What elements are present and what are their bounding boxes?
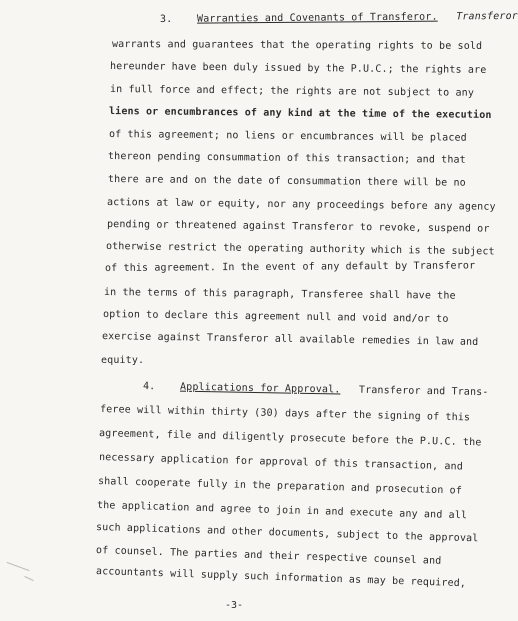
section-3-line: hereunder have been duly issued by the P.U.C.; the rights are [109, 61, 487, 76]
section-3-heading-line [160, 11, 518, 26]
section-4-line: feree will within thirty (30) days after the signing of this [99, 404, 471, 424]
section-3-line: option to declare this agreement null and void and/or to [102, 309, 449, 325]
section-3-line: thereon pending consummation of this transaction; and that [107, 151, 466, 166]
section-3-line: there are and on the date of consummation there will be no [107, 174, 466, 189]
section-4-line: agreement, file and diligently prosecute before the P.U.C. the [98, 428, 482, 449]
section-4-line: of counsel. The parties and their respective counsel and [95, 545, 442, 567]
section-4-heading-tail: Transferor and Trans- [358, 384, 489, 399]
section-3-number: 3. [159, 13, 173, 25]
section-3-line: of this agreement; no liens or encumbrances will be placed [108, 129, 467, 144]
section-3-line: exercise against Transferor all available remedies in law and [101, 331, 479, 348]
section-4-line: accountants will supply such information as may be required, [95, 566, 467, 590]
section-4-number: 4. [142, 381, 156, 393]
section-3-line: of this agreement. In the event of any default by Transferor [104, 260, 476, 274]
section-4-line: such applications and other documents, subject to the approval [95, 522, 479, 545]
section-3-line: warrants and guarantees that the operating rights to be sold [111, 39, 483, 52]
section-3-heading-tail: Transferor [456, 10, 518, 23]
scan-mark [24, 576, 33, 581]
section-4-line: the application and agree to join in and execute any and all [96, 500, 468, 522]
section-3-line: liens or encumbrances of any kind at the time of the execution [108, 106, 492, 122]
section-3-line: equity. [101, 355, 145, 366]
page-number: -3- [225, 600, 244, 611]
section-3-heading: Warranties and Covenants of Transferor. [196, 11, 438, 25]
section-4-line: shall cooperate fully in the preparation and prosecution of [97, 476, 463, 497]
scan-mark [7, 562, 30, 571]
section-3-line: otherwise restrict the operating authority which is the subject [105, 241, 495, 258]
section-3-line: in full force and effect; the rights are not subject to any [109, 84, 475, 99]
section-4-heading: Applications for Approval. [179, 381, 341, 396]
section-3-line: in the terms of this paragraph, Transferee shall have the [103, 287, 456, 302]
section-4-heading-line [143, 381, 489, 399]
section-3-line: actions at law or equity, nor any proceedings before any agency [106, 197, 496, 213]
section-4-line: necessary application for approval of this transaction, and [98, 452, 464, 473]
section-3-line: pending or threatened against Transferor to revoke, suspend or [106, 219, 490, 235]
